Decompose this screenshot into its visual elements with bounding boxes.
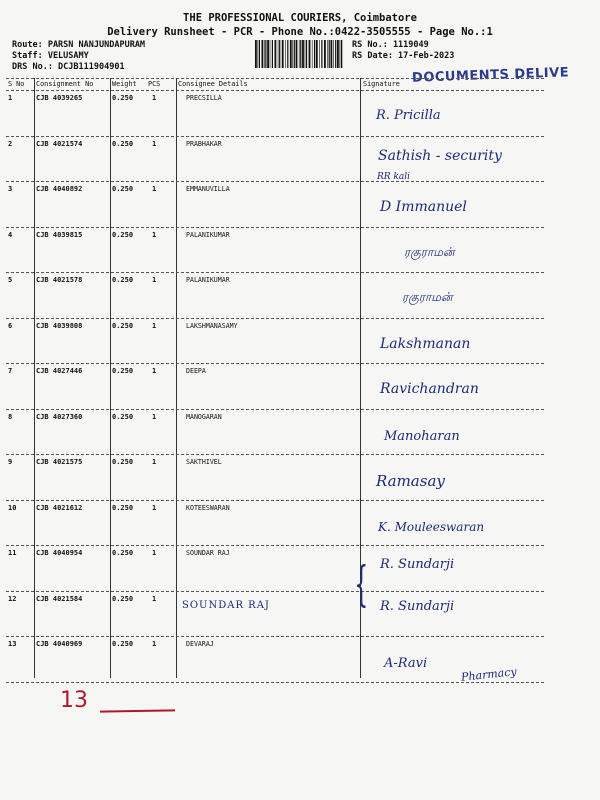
row-consignee-name: PALANIKUMAR [186,276,230,284]
row-consignee-name: SAKTHIVEL [186,458,222,466]
row-consignment-no: CJB 4039265 [36,94,83,102]
col-header-consignment: Consignment No [36,80,94,88]
row-consignee-name: MANOGARAN [186,412,222,421]
row-pcs: 1 [152,185,157,193]
handwritten-note: RR kali [377,172,410,182]
barcode-bar [340,40,341,68]
row-consignee-name: DEEPA [186,367,206,375]
row-consignment-no: CJB 4040954 [36,549,83,557]
barcode-bar [285,40,286,68]
route-label: Route: PARSN NANJUNDAPURAM [12,40,146,50]
row-pcs: 1 [152,276,157,284]
row-divider [6,545,544,546]
barcode-bar [265,40,266,68]
row-weight: 0.250 [112,230,134,239]
barcode-bar [294,40,295,68]
barcode-bar [341,40,342,68]
col-divider [34,78,35,678]
row-pcs: 1 [152,503,157,512]
row-signature: R. Pricilla [376,108,441,123]
row-weight: 0.250 [112,185,134,193]
row-sno: 2 [8,139,13,148]
row-weight: 0.250 [112,321,134,330]
row-divider [6,500,544,501]
barcode-bar [278,40,279,68]
col-header-consignee: Consignee Details [178,80,248,88]
row-pcs: 1 [152,640,157,648]
barcode-bar [306,40,307,68]
row-weight: 0.250 [112,94,134,102]
barcode-bar [259,40,260,68]
col-header-signature: Signature [363,80,400,88]
row-divider [6,409,544,410]
row-divider [6,363,544,364]
row-sno: 3 [8,185,13,193]
row-signature: K. Mouleeswaran [378,519,485,534]
runsheet-table [6,78,546,678]
row-pcs: 1 [152,94,157,102]
row-signature: D Immanuel [380,199,467,215]
row-weight: 0.250 [112,412,134,421]
brace-mark: { [354,556,369,612]
barcode-bar [319,40,320,68]
row-signature: ரகுராமன் [404,244,455,259]
handwritten-note: Pharmacy [460,665,518,684]
row-consignment-no: CJB 4021575 [36,458,83,466]
row-divider [6,181,544,182]
row-sno: 11 [8,549,17,557]
barcode-bar [312,40,313,68]
row-signature: R. Sundarji [380,598,455,614]
barcode-bar [305,40,306,68]
barcode-bar [292,40,293,68]
row-consignment-no: CJB 4021612 [36,503,83,512]
rs-number: RS No.: 1119049 [352,40,429,50]
row-consignee-name: EMMANUVILLA [186,185,230,193]
barcode-bar [337,40,339,68]
barcode-bar [314,40,315,68]
barcode-bar [327,40,328,68]
row-weight: 0.250 [112,594,134,603]
row-consignee-name: KOTEESWARAN [186,503,230,512]
staff-label: Staff: VELUSAMY [12,51,89,61]
row-consignment-no: CJB 4039808 [36,321,83,330]
row-consignee-name: SOUNDAR RAJ [186,549,230,557]
barcode-bar [333,40,334,68]
row-consignment-no: CJB 4040892 [36,185,83,193]
delivered-stamp: DOCUMENTS DELIVE [411,65,570,86]
row-pcs: 1 [152,321,157,330]
row-signature: Lakshmanan [380,335,471,352]
row-consignment-no: CJB 4027360 [36,412,83,421]
total-count: 13 [60,688,88,713]
barcode-bar [282,40,284,68]
row-weight: 0.250 [112,640,134,648]
page-title: THE PROFESSIONAL COURIERS, Coimbatore [183,12,417,24]
drs-label: DRS No.: DCJB111904901 [12,62,125,72]
handwritten-consignee: SOUNDAR RAJ [182,600,270,611]
barcode-bar [299,40,300,68]
row-pcs: 1 [152,549,157,557]
row-divider [6,136,544,137]
row-signature: Manoharan [384,428,460,444]
row-divider [6,591,544,592]
row-divider [6,318,544,319]
barcode-bar [321,40,322,68]
header-top-rule [6,78,544,79]
barcode-bar [270,40,271,68]
barcode-bar [296,40,298,68]
barcode-bar [262,40,264,68]
row-weight: 0.250 [112,139,134,148]
row-divider [6,272,544,273]
row-sno: 6 [8,321,13,330]
barcode-bar [272,40,273,68]
row-sno: 13 [8,640,17,648]
page-subtitle: Delivery Runsheet - PCR - Phone No.:0422-3505555 - Page No.:1 [107,26,493,38]
row-signature: Sathish - security [378,147,502,164]
row-weight: 0.250 [112,549,134,557]
rs-date: RS Date: 17-Feb-2023 [352,51,455,61]
row-pcs: 1 [152,458,157,466]
row-consignment-no: CJB 4039815 [36,230,83,239]
barcode-bar [290,40,292,68]
row-pcs: 1 [152,412,157,421]
barcode-bar [324,40,326,68]
row-consignment-no: CJB 4021584 [36,594,83,603]
barcode-bar [335,40,336,68]
row-consignment-no: CJB 4021578 [36,276,83,284]
barcode-bar [279,40,280,68]
row-consignment-no: CJB 4021574 [36,139,83,148]
row-pcs: 1 [152,367,157,375]
row-divider [6,227,544,228]
row-weight: 0.250 [112,458,134,466]
row-consignee-name: PALANIKUMAR [186,230,230,239]
barcode-bar [316,40,318,68]
row-consignment-no: CJB 4027446 [36,367,83,375]
row-signature: R. Sundarji [380,557,455,572]
total-underline [100,709,175,712]
barcode-bar [258,40,259,68]
col-header-weight: Weight [112,80,137,88]
row-sno: 1 [8,94,13,102]
row-sno: 5 [8,276,13,284]
row-weight: 0.250 [112,367,134,375]
barcode-bar [302,40,304,68]
row-consignee-name: PRABHAKAR [186,139,222,148]
header-bottom-rule [6,90,544,91]
row-divider [6,454,544,455]
col-divider [110,78,111,678]
barcode-bar [267,40,269,68]
row-pcs: 1 [152,139,157,148]
row-consignment-no: CJB 4040969 [36,640,83,648]
row-sno: 4 [8,230,13,239]
row-signature: Ravichandran [380,381,479,397]
row-consignee-name: PRECSILLA [186,94,222,102]
row-divider [6,636,544,637]
row-consignee-name: LAKSHMANASAMY [186,321,238,330]
barcode-icon [255,40,343,68]
col-header-sno: S No [8,80,25,88]
barcode-bar [329,40,330,68]
row-pcs: 1 [152,594,157,603]
row-signature: ரகுராமன் [402,290,453,304]
row-pcs: 1 [152,230,157,239]
row-consignee-name: DEVARAJ [186,640,214,648]
barcode-bar [331,40,333,68]
row-sno: 8 [8,412,13,421]
row-signature: Ramasay [376,472,445,490]
barcode-bar [300,40,301,68]
barcode-bar [309,40,311,68]
row-sno: 9 [8,458,13,466]
row-sno: 12 [8,594,17,603]
col-header-pcs: PCS [148,80,161,88]
row-sno: 7 [8,367,13,375]
barcode-bar [287,40,288,68]
barcode-bar [275,40,277,68]
barcode-bar [264,40,265,68]
col-divider [176,78,177,678]
row-signature: A-Ravi [384,656,428,671]
row-weight: 0.250 [112,276,134,284]
row-sno: 10 [8,503,17,512]
barcode-bar [255,40,257,68]
row-weight: 0.250 [112,503,134,512]
